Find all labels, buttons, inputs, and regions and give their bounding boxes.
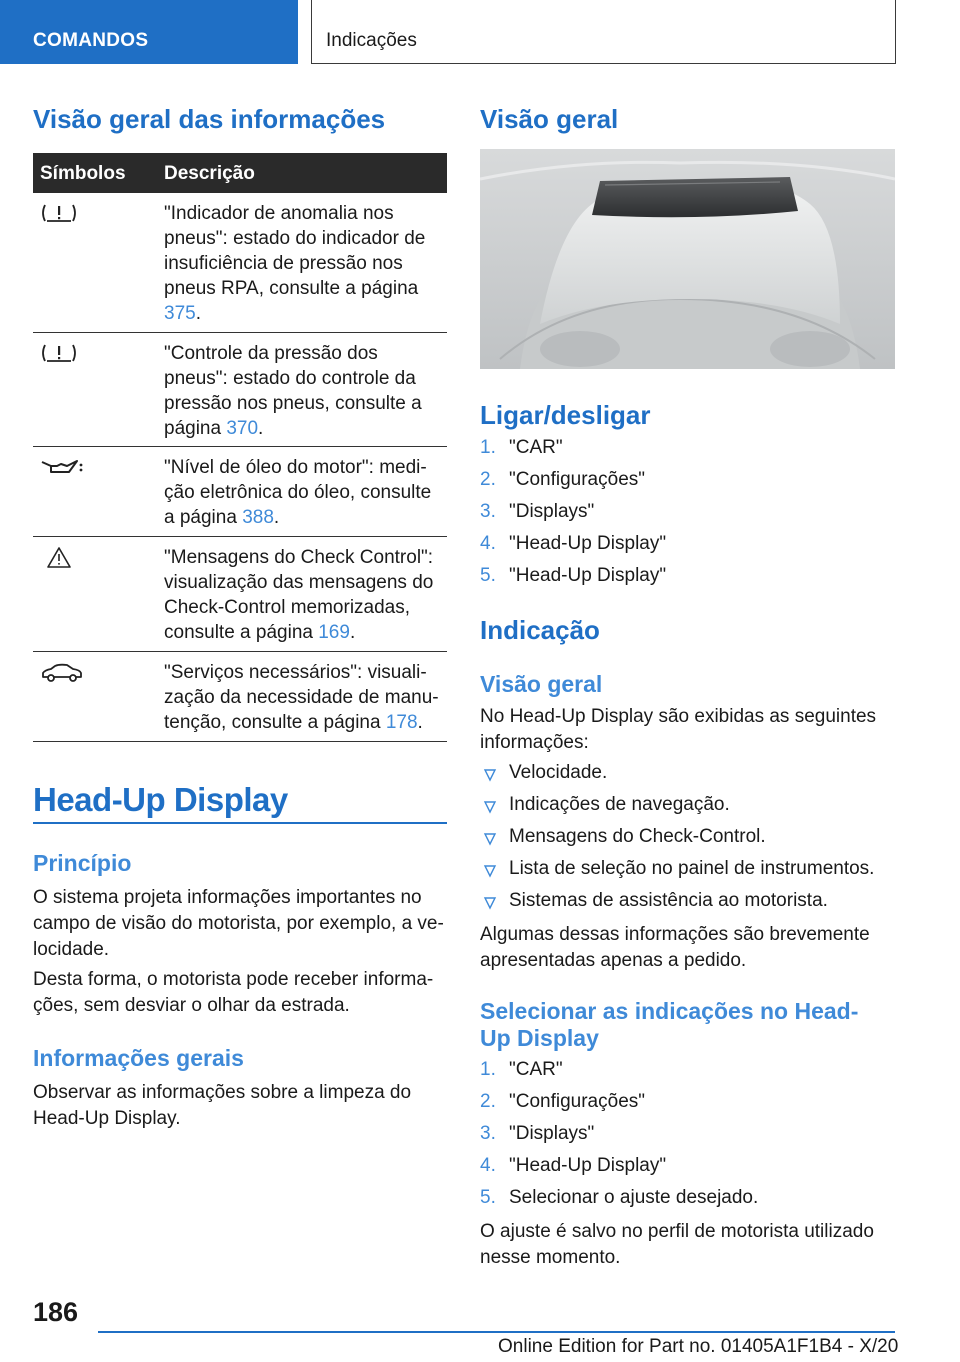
bullet-text: Indicações de navegação. — [509, 794, 730, 815]
desc-tail: . — [273, 507, 280, 528]
general-info-title: Informações gerais — [33, 1045, 244, 1071]
list-item — [480, 1059, 880, 1091]
step-number: 1. — [480, 1059, 496, 1080]
list-item — [480, 565, 880, 597]
footer-rule — [98, 1331, 895, 1333]
desc-line: a página — [164, 507, 243, 528]
list-item — [480, 501, 880, 533]
on-off-steps — [480, 437, 880, 597]
step-number: 3. — [480, 1123, 496, 1144]
step-number: 1. — [480, 437, 496, 458]
hud-title: Head-Up Display — [33, 781, 288, 818]
row-description — [164, 201, 444, 326]
table-row — [33, 447, 447, 537]
tire-pressure-monitor-icon — [39, 341, 79, 367]
step-text: "CAR" — [509, 1059, 563, 1080]
title-line: Selecionar as indicações no Head- — [480, 998, 859, 1024]
list-item — [480, 533, 880, 565]
row-description — [164, 341, 444, 441]
bullet-triangle-icon — [483, 766, 497, 780]
page-link-169[interactable]: 169 — [318, 622, 350, 643]
step-text: Selecionar o ajuste desejado. — [509, 1187, 759, 1208]
desc-line: consulte a página — [164, 622, 319, 643]
list-item — [480, 858, 890, 890]
bullet-text: Sistemas de assistência ao motorista. — [509, 890, 828, 911]
desc-line: "Mensagens do Check Control": — [164, 547, 434, 568]
desc-line: zação da necessidade de manu- — [164, 687, 439, 708]
table-row — [33, 537, 447, 652]
on-off-title: Ligar/desligar — [480, 400, 651, 430]
list-item — [480, 826, 890, 858]
title-line: Up Display — [480, 1025, 599, 1051]
step-text: "Displays" — [509, 1123, 595, 1144]
desc-tail: . — [195, 303, 201, 324]
row-description — [164, 545, 444, 645]
bullet-triangle-icon — [483, 862, 497, 876]
text-line: apresentadas apenas a pedido. — [480, 950, 747, 971]
bullet-triangle-icon — [483, 830, 497, 844]
desc-line: "Indicador de anomalia nos — [164, 203, 394, 224]
desc-line: página — [164, 418, 227, 439]
list-item — [480, 1155, 880, 1187]
indication-title: Indicação — [480, 615, 600, 645]
step-text: "Head-Up Display" — [509, 1155, 667, 1176]
bullet-text: Mensagens do Check-Control. — [509, 826, 766, 847]
chapter-header — [311, 0, 896, 64]
select-indications-title — [480, 998, 895, 1052]
text-line: informações: — [480, 732, 589, 753]
section-label: COMANDOS — [33, 30, 149, 51]
edition-text: Online Edition for Part no. 01405A1F1B4 - X/20 — [498, 1336, 899, 1357]
step-number: 5. — [480, 565, 496, 586]
col-description: Descrição — [164, 163, 255, 184]
bullet-text: Lista de seleção no painel de instrumentos. — [509, 858, 875, 879]
principle-paragraph-2 — [33, 967, 447, 1019]
desc-line: tenção, consulte a página — [164, 712, 386, 733]
list-item — [480, 437, 880, 469]
step-number: 2. — [480, 469, 496, 490]
desc-line: ção eletrônica do óleo, consulte — [164, 482, 432, 503]
text-line: Desta forma, o motorista pode receber informa- — [33, 969, 434, 990]
step-text: "Head-Up Display" — [509, 533, 667, 554]
row-description — [164, 660, 444, 735]
service-car-icon — [39, 660, 79, 686]
table-header — [33, 153, 447, 193]
page-link-388[interactable]: 388 — [242, 507, 274, 528]
general-info-paragraph — [33, 1080, 447, 1132]
overview-title: Visão geral — [480, 104, 619, 134]
desc-line: pressão nos pneus, consulte a — [164, 393, 422, 414]
desc-line: "Nível de óleo do motor": medi- — [164, 457, 427, 478]
select-steps — [480, 1059, 880, 1219]
oil-level-icon — [39, 455, 79, 481]
list-item — [480, 1187, 880, 1219]
text-line: locidade. — [33, 939, 110, 960]
desc-line: pneus": estado do controle da — [164, 368, 416, 389]
text-line: ções, sem desviar o olhar da estrada. — [33, 995, 350, 1016]
desc-line: pneus RPA, consulte a página — [164, 278, 419, 299]
list-item — [480, 1091, 880, 1123]
text-line: campo de visão do motorista, por exemplo, a ve- — [33, 913, 444, 934]
tire-pressure-warning-icon — [39, 201, 79, 227]
col-symbols: Símbolos — [40, 163, 126, 184]
step-text: "CAR" — [509, 437, 563, 458]
table-row — [33, 193, 447, 333]
page-link-375[interactable]: 375 — [164, 303, 196, 324]
text-line: O ajuste é salvo no perfil de motorista utilizado — [480, 1221, 874, 1242]
bullet-triangle-icon — [483, 894, 497, 908]
step-number: 2. — [480, 1091, 496, 1112]
after-bullets-paragraph — [480, 922, 895, 974]
step-number: 5. — [480, 1187, 496, 1208]
bullet-text: Velocidade. — [509, 762, 608, 783]
text-line: O sistema projeta informações importantes no — [33, 887, 422, 908]
table-row — [33, 333, 447, 447]
step-number: 4. — [480, 533, 496, 554]
desc-line: pneus": estado do indicador de — [164, 228, 426, 249]
hud-title-rule — [33, 822, 447, 824]
hud-info-bullets — [480, 762, 890, 922]
desc-line: Check-Control memorizadas, — [164, 597, 411, 618]
text-line: Algumas dessas informações são brevemente — [480, 924, 870, 945]
list-item — [480, 890, 890, 922]
desc-line: visualização das mensagens do — [164, 572, 434, 593]
select-note-paragraph — [480, 1219, 895, 1271]
desc-tail: . — [258, 418, 264, 439]
bullet-triangle-icon — [483, 798, 497, 812]
desc-line: "Serviços necessários": visuali- — [164, 662, 427, 683]
list-item — [480, 794, 890, 826]
step-text: "Configurações" — [509, 469, 646, 490]
text-line: nesse momento. — [480, 1247, 621, 1268]
desc-line: "Controle da pressão dos — [164, 343, 378, 364]
list-item — [480, 1123, 880, 1155]
info-overview-title: Visão geral das informações — [33, 104, 386, 134]
desc-line: insuficiência de pressão nos — [164, 253, 403, 274]
step-text: "Configurações" — [509, 1091, 646, 1112]
row-description — [164, 455, 444, 530]
step-text: "Head-Up Display" — [509, 565, 667, 586]
principle-title: Princípio — [33, 850, 132, 876]
list-item — [480, 469, 880, 501]
indication-overview-title: Visão geral — [480, 671, 603, 697]
page-link-370[interactable]: 370 — [226, 418, 259, 439]
principle-paragraph-1 — [33, 885, 447, 963]
text-line: Observar as informações sobre a limpeza do — [33, 1082, 412, 1103]
step-number: 3. — [480, 501, 496, 522]
hud-projector-photo — [480, 149, 895, 369]
table-row — [33, 652, 447, 742]
section-tab — [0, 0, 298, 64]
chapter-label: Indicações — [326, 30, 417, 51]
text-line: Head-Up Display. — [33, 1108, 181, 1129]
desc-tail: . — [417, 712, 423, 733]
text-line: No Head-Up Display são exibidas as seguintes — [480, 706, 877, 727]
indication-overview-paragraph — [480, 704, 895, 756]
page-link-178[interactable]: 178 — [385, 712, 418, 733]
list-item — [480, 762, 890, 794]
desc-tail: . — [349, 622, 356, 643]
step-text: "Displays" — [509, 501, 595, 522]
page-number: 186 — [33, 1297, 79, 1327]
warning-triangle-icon — [39, 545, 79, 571]
step-number: 4. — [480, 1155, 496, 1176]
